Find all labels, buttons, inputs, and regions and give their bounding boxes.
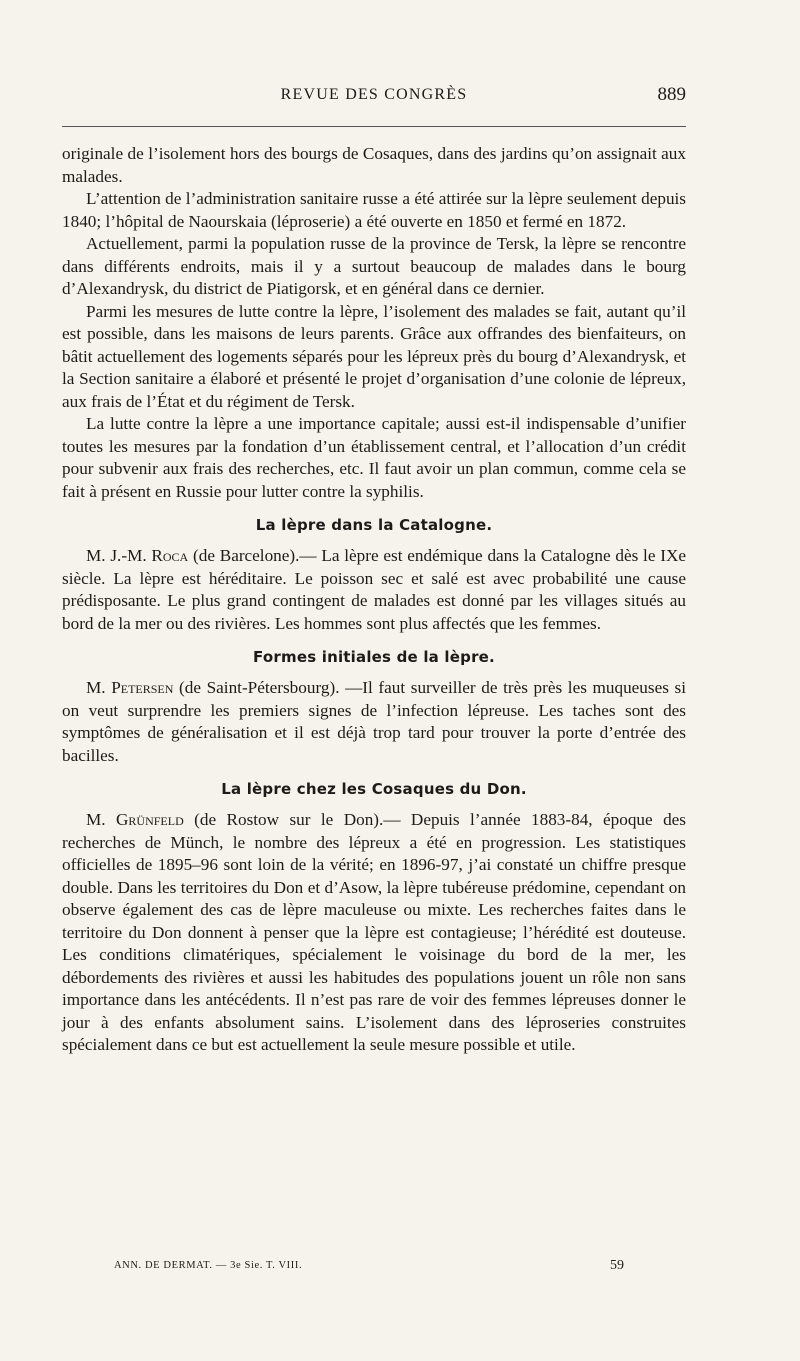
section-paragraph bbox=[62, 677, 686, 767]
author-name: Grünfeld bbox=[116, 810, 184, 829]
section-heading: Formes initiales de la lèpre. bbox=[253, 648, 495, 666]
paragraph: La lutte contre la lèpre a une importance capitale; aussi est-il indispensable d’unifier toutes les mesures par la fondation d’un établissement central, et l’allocation d’un crédit pour subvenir aux frais des recherches, etc. Il faut avoir un plan commun, comme cela se fait à présent en Russie pour lutter contre la syphilis. bbox=[62, 414, 686, 501]
paragraph: originale de l’isolement hors des bourgs de Cosaques, dans des jardins qu’on assignait aux malades. bbox=[62, 144, 686, 186]
page-number: 889 bbox=[657, 84, 686, 105]
author-name: Petersen bbox=[111, 678, 174, 697]
header-rule bbox=[62, 126, 686, 127]
paragraph: Parmi les mesures de lutte contre la lèpre, l’isolement des malades se fait, autant qu’il est possible, dans les maisons de leurs parents. Grâce aux offrandes des bienfaiteurs, on bâtit actuellement des logements séparés pour les lépreux près du bourg d’Alexandrysk, et la Section sanitaire a élaboré et présenté le projet d’organisation d’une colonie de lépreux, aux frais de l’État et du régiment de Tersk. bbox=[62, 301, 686, 411]
running-title: REVUE DES CONGRÈS bbox=[280, 86, 468, 103]
page-footer bbox=[62, 1258, 686, 1278]
author-prefix: M. bbox=[86, 678, 112, 697]
journal-citation: ANN. DE DERMAT. — 3e Sie. T. VIII. bbox=[114, 1260, 303, 1271]
section-paragraph bbox=[62, 809, 686, 1057]
section-heading: La lèpre chez les Cosaques du Don. bbox=[221, 780, 527, 798]
paragraph: L’attention de l’administration sanitaire russe a été attirée sur la lèpre seulement depuis 1840; l’hôpital de Naourskaia (léproserie) a été ouverte en 1850 et fermé en 1872. bbox=[62, 189, 686, 231]
section-text: (de Barcelone).— La lèpre est endémique dans la Catalogne dès le IXe siècle. La lèpre est héréditaire. Le poisson sec et salé est avec probabilité une cause prédisposante. Le plus grand contingent de malades est donné par les villages situés au bord de la mer ou des rivières. Les hommes sont plus affectés que les femmes. bbox=[62, 546, 686, 633]
signature-number: 59 bbox=[610, 1258, 624, 1273]
running-head bbox=[62, 86, 686, 116]
author-name: Roca bbox=[151, 546, 189, 565]
section-text: (de Saint-Pétersbourg). —Il faut surveiller de très près les muqueuses si on veut surprendre les premiers signes de l’infection lépreuse. Les taches sont des symptômes de généralisation et il est déjà trop tard pour trouver la porte d’entrée des bacilles. bbox=[62, 678, 686, 765]
section-paragraph bbox=[62, 545, 686, 635]
section-heading: La lèpre dans la Catalogne. bbox=[255, 516, 493, 534]
author-prefix: M. J.-M. bbox=[86, 546, 152, 565]
author-prefix: M. bbox=[86, 810, 116, 829]
paragraph: Actuellement, parmi la population russe de la province de Tersk, la lèpre se rencontre dans différents endroits, mais il y a surtout beaucoup de malades dans le bourg d’Alexandrysk, du district de Piatigorsk, et en général dans ce dernier. bbox=[62, 234, 686, 298]
article-body bbox=[62, 143, 686, 1057]
section-text: (de Rostow sur le Don).— Depuis l’année 1883-84, époque des recherches de Münch, le nombre des lépreux a été en progression. Les statistiques officielles de 1895–96 sont loin de la vérité; en 1896-97, j’ai constaté un chiffre presque double. Dans les territoires du Don et d’Asow, la lèpre tubéreuse prédomine, cependant on observe également des cas de lèpre maculeuse ou mixte. Les recherches faites dans le territoire du Don donnent à penser que la lèpre est contagieuse; l’hérédité est douteuse. Les conditions climatériques, spécialement le voisinage du bord de la mer, les débordements des rivières et aussi les habitudes des populations jouent un rôle non sans importance dans les antécédents. Il n’est pas rare de voir des femmes lépreuses donner le jour à des enfants absolument sains. L’isolement dans des léproseries construites spécialement dans ce but est actuellement la seule mesure possible et utile. bbox=[62, 810, 686, 1054]
